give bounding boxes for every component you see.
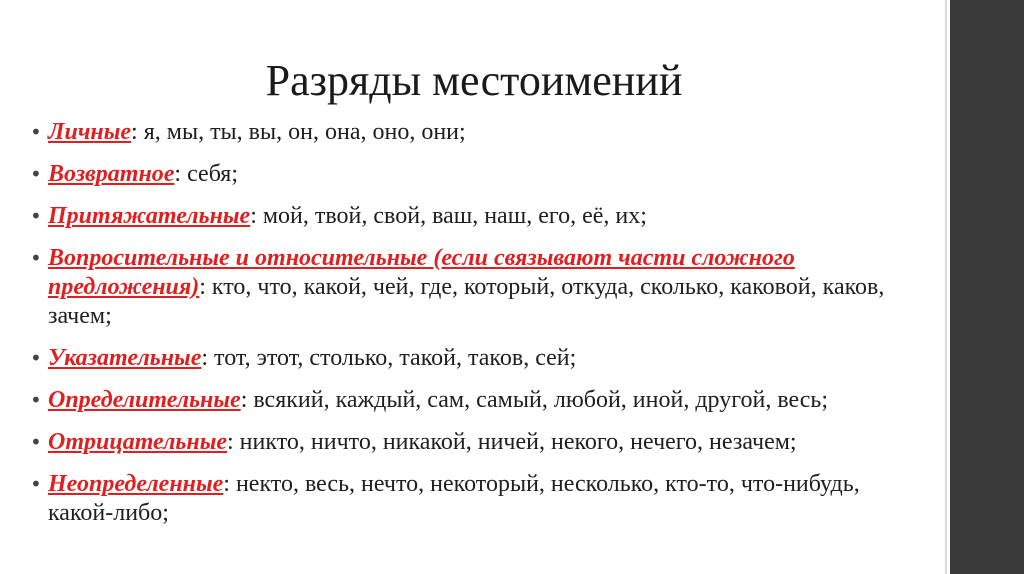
list-item-negative [30,428,910,457]
category-examples: : кто, что, какой, чей, где, который, откуда, сколько, каковой, каков, зачем; [48,274,885,329]
category-term: Вопросительные и относительные (если связывают части сложного предложения) [48,245,795,300]
bullet-icon: • [30,472,42,496]
list-item-interrogative-relative [30,244,910,331]
category-examples: : тот, этот, столько, такой, таков, сей; [201,345,577,371]
category-examples: : мой, твой, свой, ваш, наш, его, её, их; [250,203,647,229]
category-term: Определительные [48,387,241,413]
category-term: Притяжательные [48,203,251,229]
category-examples: : всякий, каждый, сам, самый, любой, иной, другой, весь; [240,387,829,413]
bullet-icon: • [30,346,42,370]
list-item-determinative [30,386,910,415]
category-examples: : некто, весь, нечто, некоторый, несколько, кто-то, что-нибудь, какой-либо; [48,471,860,526]
category-term: Возвратное [48,161,175,187]
bullet-icon: • [30,162,42,186]
category-term: Отрицательные [48,429,228,455]
slide-title: Разряды местоимений [265,56,683,105]
category-term: Указательные [48,345,202,371]
category-term: Личные [48,119,132,145]
category-term: Неопределенные [48,471,224,497]
category-examples: : никто, ничто, никакой, ничей, некого, нечего, незачем; [227,429,797,455]
list-item-personal [30,118,910,147]
bullet-icon: • [30,204,42,228]
bullet-icon: • [30,120,42,144]
list-item-reflexive [30,160,910,189]
side-dark-bar [950,0,1024,574]
list-item-indefinite [30,470,910,528]
pronoun-categories-list [30,118,910,541]
bullet-icon: • [30,388,42,412]
list-item-demonstrative [30,344,910,373]
bullet-icon: • [30,430,42,454]
category-examples: : себя; [174,161,239,187]
list-item-possessive [30,202,910,231]
bullet-icon: • [30,246,42,270]
category-examples: : я, мы, ты, вы, он, она, оно, они; [131,119,466,145]
